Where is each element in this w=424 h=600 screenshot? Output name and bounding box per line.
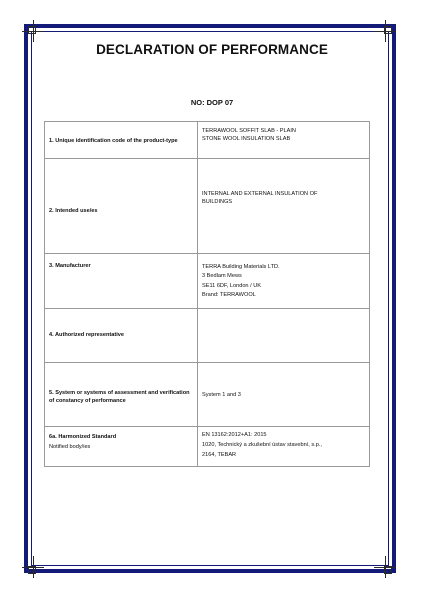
crop-mark-top-right-icon [376,22,396,42]
value-line: BUILDINGS [202,198,233,205]
row-label: 5. System or systems of assessment and verification of constancy of performance [45,363,198,427]
row-value [198,254,370,309]
row-value [198,122,370,159]
document-title: DECLARATION OF PERFORMANCE [96,42,328,57]
value-line: TERRA Building Materials LTD. [202,264,280,270]
value-line: System 1 and 3 [202,391,241,398]
row-label: 3. Manufacturer [45,254,198,309]
value-line: STONE WOOL INSULATION SLAB [202,135,291,142]
row-value [198,363,370,427]
row-label: 1. Unique identification code of the product-type [45,122,198,159]
row-sublabel: Notified body/ies [49,444,91,450]
value-line: INTERNAL AND EXTERNAL INSULATION OF [202,191,318,197]
value-line: TERRAWOOL SOFFIT SLAB - PLAIN [202,128,296,134]
table-row [45,363,370,427]
row-label: 2. Intended use/es [45,159,198,254]
table-row [45,254,370,309]
crop-mark-bottom-right-icon [376,558,396,578]
declaration-table [44,121,370,467]
value-line: 2164, TEBAR [202,451,237,458]
value-line: Brand: TERRAWOOL [202,291,256,298]
table-row [45,427,370,467]
value-line: SE11 6DF, London / UK [202,282,261,289]
crop-mark-bottom-left-icon [24,558,44,578]
row-label: 4. Authorized representative [45,309,198,363]
table-row [45,122,370,159]
value-line: 1020, Technický a zkušební ústav stavební, s.p., [202,441,322,448]
table-row [45,309,370,363]
row-value [198,159,370,254]
document-number: NO: DOP 07 [190,98,234,107]
row-value [198,309,370,363]
crop-mark-top-left-icon [24,22,44,42]
value-line: 3 Bedlam Mews [202,273,242,280]
row-label: 6a. Harmonized Standard Notified body/ies [45,427,198,467]
value-line: EN 13162:2012+A1: 2015 [202,432,267,438]
table-row [45,159,370,254]
row-value [198,427,370,467]
